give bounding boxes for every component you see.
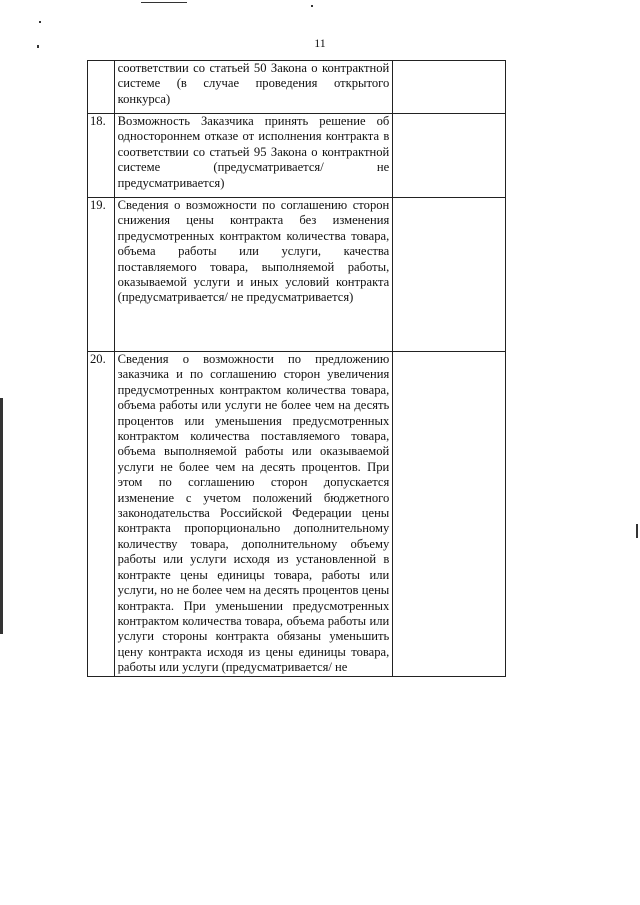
- row-text-cell: [114, 61, 393, 114]
- row-text: Сведения о возможности по соглашению сторон снижения цены контракта без изменения предусмотренных контрактом количества товара, объема работы или услуги, качества поставляемого товара, выполняемой работы, оказываемой услуги и иных условий контракта (предусматривается/ не предусматривается): [117, 198, 390, 305]
- row-number: 18.: [90, 114, 106, 128]
- table-row: [88, 114, 506, 198]
- page-number: 11: [314, 36, 326, 50]
- scan-right-mark: [636, 524, 638, 538]
- row-value-cell: [393, 114, 506, 198]
- row-number-cell: [88, 114, 115, 198]
- row-number-cell: [88, 352, 115, 677]
- document-table: [87, 60, 506, 677]
- row-text-cell: [114, 114, 393, 198]
- row-number-cell: [88, 198, 115, 352]
- scan-left-bar: [0, 398, 3, 634]
- table-row: [88, 61, 506, 114]
- row-text: Возможность Заказчика принять решение об одностороннем отказе от исполнения контракта в соответствии со статьей 95 Закона о контрактной системе (предусматривается/ не предусматривается): [117, 114, 390, 190]
- row-text-cell: [114, 198, 393, 352]
- row-value-cell: [393, 198, 506, 352]
- row-number: 19.: [90, 198, 106, 212]
- row-number-cell: [88, 61, 115, 114]
- row-number: 20.: [90, 352, 106, 366]
- row-value-cell: [393, 352, 506, 677]
- table-row: [88, 198, 506, 352]
- row-text: Сведения о возможности по предложению заказчика и по соглашению сторон увеличения предусмотренных контрактом количества товара, объема работы или услуги не более чем на десять процентов или уменьшения предусмотренных контрактом количества поставляемого товара, объема выполняемой работы или оказываемой услуги не более чем на десять процентов. При этом по соглашению сторон допускается изменение с учетом положений бюджетного законодательства Российской Федерации цены контракта пропорционально дополнительному количеству товара, дополнительному объему работы или услуги исходя из установленной в контракте цены единицы товара, работы или услуги, но не более чем на десять процентов цены контракта. При уменьшении предусмотренных контрактом количества товара, объема работы или услуги стороны контракта обязаны уменьшить цену контракта исходя из цены единицы товара, работы или услуги (предусматривается/ не: [117, 352, 390, 675]
- scan-dot-3: [311, 5, 313, 7]
- row-text: соответствии со статьей 50 Закона о контрактной системе (в случае проведения открытого конкурса): [117, 61, 390, 106]
- scan-mark-top: [141, 2, 187, 3]
- row-value-cell: [393, 61, 506, 114]
- scan-dot-1: [39, 21, 41, 23]
- row-text-cell: [114, 352, 393, 677]
- table-row: [88, 352, 506, 677]
